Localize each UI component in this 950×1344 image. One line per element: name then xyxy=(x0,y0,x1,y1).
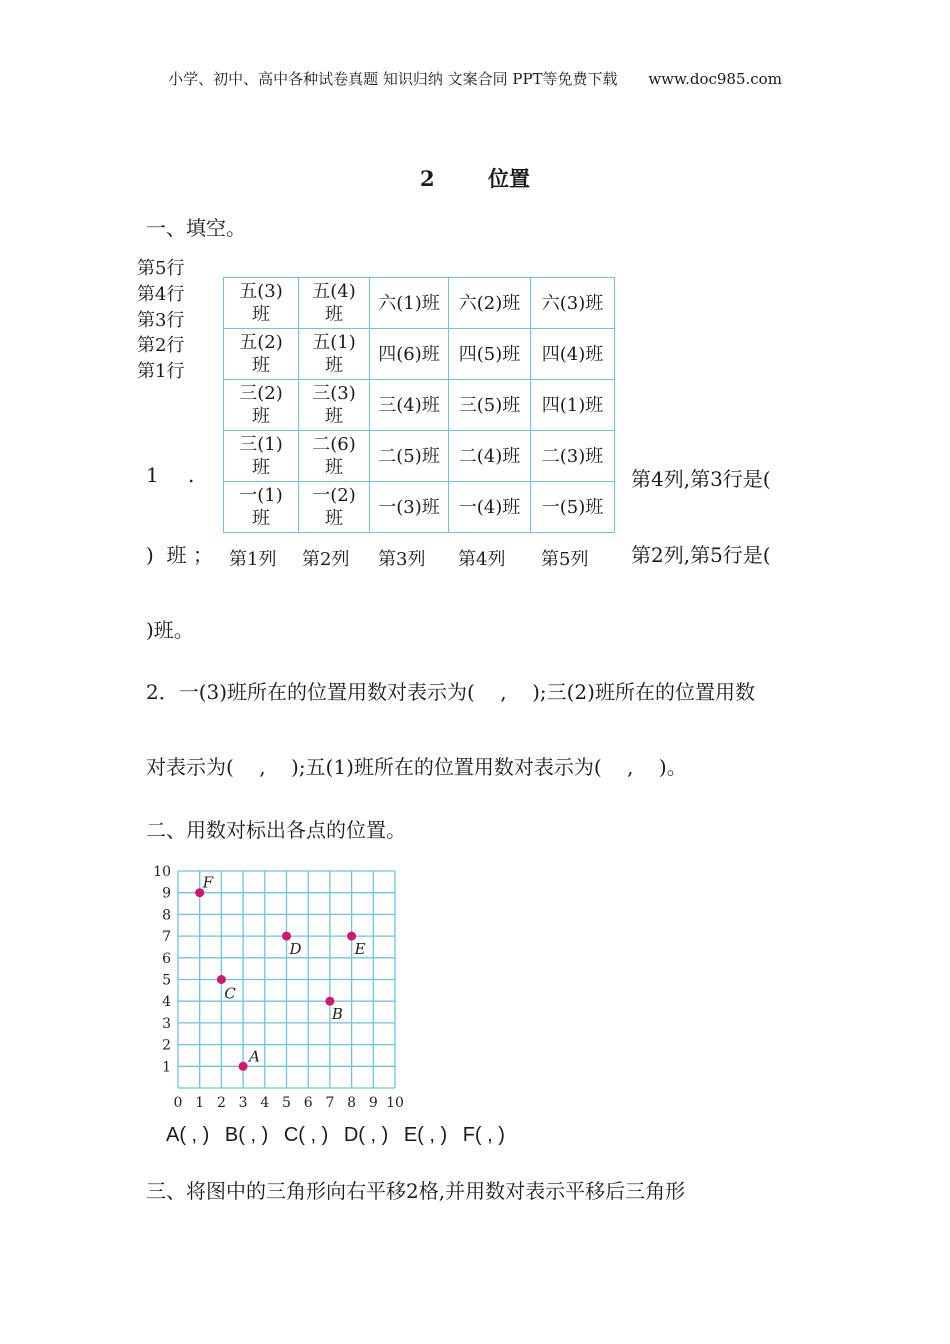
x-tick-label: 9 xyxy=(368,1095,378,1111)
table-cell: 四(6)班 xyxy=(370,329,449,380)
table-cell: 四(1)班 xyxy=(531,380,615,431)
x-tick-label: 7 xyxy=(325,1095,335,1111)
x-tick-label: 6 xyxy=(303,1095,313,1111)
table-cell: 六(2)班 xyxy=(449,278,531,329)
table-cell: 三(1) 班 xyxy=(224,431,299,482)
answer-a: A( , ) xyxy=(166,1124,210,1146)
x-tick-label: 3 xyxy=(238,1095,248,1111)
point-label: E xyxy=(354,940,366,959)
point-label: A xyxy=(249,1047,260,1066)
table-row xyxy=(224,380,615,431)
table-cell: 三(4)班 xyxy=(370,380,449,431)
page-header xyxy=(0,68,950,89)
table-row xyxy=(224,278,615,329)
y-tick-label: 9 xyxy=(162,885,171,902)
table-cell: 一(3)班 xyxy=(370,482,449,533)
answer-c: C( , ) xyxy=(283,1124,329,1146)
y-tick-label: 2 xyxy=(162,1037,171,1054)
header-text: 小学、初中、高中各种试卷真题 知识归纳 文案合同 PPT等免费下载 xyxy=(168,70,618,88)
table-cell: 三(2) 班 xyxy=(224,380,299,431)
coordinate-plane xyxy=(140,858,420,1114)
seat-table xyxy=(223,277,615,533)
q1-number: 1 xyxy=(146,463,159,487)
x-tick-label: 8 xyxy=(347,1095,357,1111)
q1-line3: )班。 xyxy=(146,618,194,642)
table-cell: 五(3) 班 xyxy=(224,278,299,329)
table-cell: 一(4)班 xyxy=(449,482,531,533)
page-title xyxy=(0,163,950,193)
table-cell: 四(4)班 xyxy=(531,329,615,380)
title-number: 2 xyxy=(420,166,435,191)
answer-e: E( , ) xyxy=(403,1124,448,1146)
y-tick-label: 5 xyxy=(162,972,171,989)
point-label: D xyxy=(289,940,302,959)
table-cell: 二(4)班 xyxy=(449,431,531,482)
section1-heading: 一、填空。 xyxy=(146,216,246,240)
x-tick-label: 5 xyxy=(282,1095,291,1111)
y-tick-label: 10 xyxy=(153,864,171,880)
point-label: F xyxy=(202,873,214,892)
answer-b: B( , ) xyxy=(224,1124,269,1146)
table-cell: 五(2) 班 xyxy=(224,329,299,380)
row-label: 第4行 xyxy=(137,283,185,305)
x-tick-label: 10 xyxy=(386,1095,404,1111)
q1-left-line2: ) 班 ； xyxy=(146,543,213,567)
table-cell: 二(6) 班 xyxy=(299,431,370,482)
point-a xyxy=(239,1062,248,1071)
table-cell: 五(1) 班 xyxy=(299,329,370,380)
table-row xyxy=(224,431,615,482)
row-label: 第3行 xyxy=(137,309,185,331)
x-tick-label: 2 xyxy=(216,1095,226,1111)
y-tick-label: 1 xyxy=(162,1059,171,1076)
y-tick-label: 6 xyxy=(162,950,171,967)
q2-line2: 对表示为( , );五(1)班所在的位置用数对表示为( , )。 xyxy=(146,755,687,779)
x-tick-label: 1 xyxy=(195,1095,205,1111)
table-cell: 三(5)班 xyxy=(449,380,531,431)
row-label: 第5行 xyxy=(137,258,185,279)
q1-right-line2: 第2列,第5行是( xyxy=(631,543,771,567)
answer-blanks xyxy=(166,1124,515,1147)
table-cell: 一(1) 班 xyxy=(224,482,299,533)
row-labels xyxy=(137,256,184,385)
header-url: www.doc985.com xyxy=(648,70,782,88)
point-label: C xyxy=(224,984,236,1003)
col-label: 第2列 xyxy=(302,549,350,570)
table-cell: 五(4) 班 xyxy=(299,278,370,329)
point-c xyxy=(217,975,226,984)
q2-line1: 2．一(3)班所在的位置用数对表示为( , );三(2)班所在的位置用数 xyxy=(146,680,755,704)
y-tick-label: 4 xyxy=(162,994,171,1011)
x-tick-label: 4 xyxy=(260,1095,270,1111)
row-label: 第2行 xyxy=(137,335,185,357)
table-cell: 一(5)班 xyxy=(531,482,615,533)
x-tick-labels xyxy=(174,1095,404,1111)
table-cell: 二(3)班 xyxy=(531,431,615,482)
table-cell: 一(2) 班 xyxy=(299,482,370,533)
y-tick-label: 3 xyxy=(162,1015,171,1032)
point-label: B xyxy=(331,1005,343,1024)
title-text: 位置 xyxy=(487,166,530,191)
grid-lines xyxy=(178,871,395,1088)
table-row xyxy=(224,329,615,380)
q1-dot: . xyxy=(188,463,195,487)
q1-right-line1: 第4列,第3行是( xyxy=(631,467,771,491)
x-tick-label: 0 xyxy=(173,1095,183,1111)
section2-heading: 二、用数对标出各点的位置。 xyxy=(146,818,406,842)
table-cell: 四(5)班 xyxy=(449,329,531,380)
y-tick-labels xyxy=(153,864,171,1075)
row-label: 第1行 xyxy=(137,361,185,383)
y-tick-label: 7 xyxy=(162,929,171,946)
table-cell: 六(3)班 xyxy=(531,278,615,329)
answer-d: D( , ) xyxy=(343,1124,389,1146)
col-label: 第5列 xyxy=(541,549,589,570)
y-tick-label: 8 xyxy=(162,907,171,924)
table-cell: 三(3) 班 xyxy=(299,380,370,431)
answer-f: F( , ) xyxy=(462,1124,505,1146)
col-label: 第3列 xyxy=(378,549,426,570)
section3-heading: 三、将图中的三角形向右平移2格,并用数对表示平移后三角形 xyxy=(146,1179,686,1203)
table-row xyxy=(224,482,615,533)
table-cell: 六(1)班 xyxy=(370,278,449,329)
col-label: 第1列 xyxy=(229,549,277,570)
table-cell: 二(5)班 xyxy=(370,431,449,482)
col-label: 第4列 xyxy=(458,549,506,570)
